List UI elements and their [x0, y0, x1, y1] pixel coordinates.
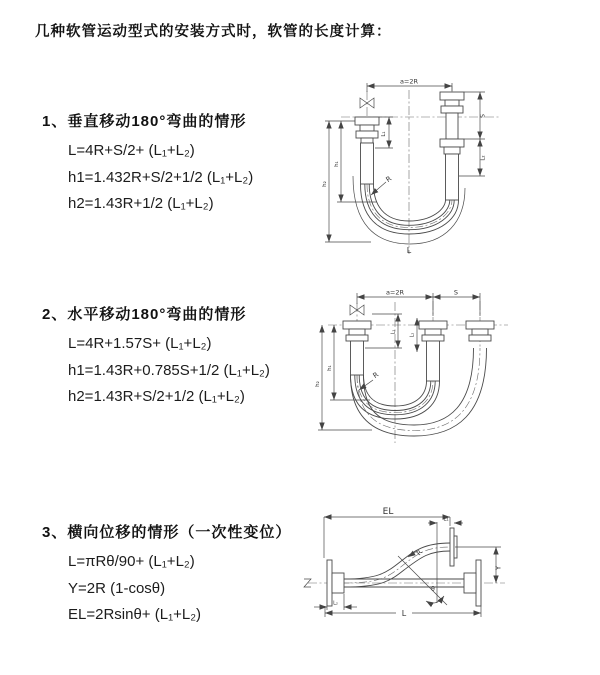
formula-list: [68, 549, 291, 629]
dim-label-a2r: a=2R: [385, 288, 405, 297]
section-vertical-move: [42, 110, 253, 218]
diagram-horizontal-move-180-bend: [310, 288, 562, 448]
formula-line: h1=1.432R+S/2+1/2 (L₁+L₂): [68, 168, 254, 186]
pipes-and-flanges: [304, 528, 481, 606]
formula-list: [68, 331, 270, 411]
dim-label-y: Y: [494, 565, 503, 571]
section-heading: 2、水平移动180°弯曲的情形: [42, 306, 247, 323]
braided-hose-section: [351, 341, 364, 375]
section-horizontal-move: [42, 303, 270, 411]
dim-label-theta: θ: [431, 586, 435, 593]
formula-line: L=4R+S/2+ (L₁+L₂): [68, 142, 195, 159]
dim-label-s: S: [479, 114, 487, 118]
dim-label-r: R: [414, 548, 424, 558]
dim-label-s: S: [453, 288, 459, 297]
section-heading: 1、垂直移动180°弯曲的情形: [42, 113, 247, 130]
dim-label-l1: L₁: [381, 131, 387, 137]
dim-label-l: L: [401, 609, 407, 618]
formula-list: [68, 138, 253, 218]
dim-label-l2: L₂: [409, 332, 416, 338]
braided-hose-section: [361, 143, 374, 184]
diagram-lateral-displacement: [300, 500, 598, 648]
dim-label-l: L: [406, 246, 412, 255]
dimensions: [322, 78, 487, 256]
dim-label-el: EL: [382, 507, 394, 517]
formula-line: h2=1.43R+S/2+1/2 (L₁+L₂): [68, 388, 245, 405]
page-title: 几种软管运动型式的安装方式时，软管的长度计算：: [35, 24, 392, 40]
dimensions: [314, 507, 503, 618]
braided-hose-section: [446, 154, 459, 200]
formula-line: EL=2Rsinθ+ (L₁+L₂): [68, 606, 202, 623]
formula-line: h1=1.43R+0.785S+1/2 (L₁+L₂): [68, 361, 270, 379]
section-lateral-displacement: [42, 521, 291, 629]
pipe-fittings: [343, 305, 494, 381]
diagram-vertical-move-180-bend: [313, 76, 547, 258]
dim-label-l2: L₂: [333, 600, 338, 607]
dimensions: [315, 289, 480, 431]
dim-label-h2: h₂: [322, 181, 328, 187]
dim-label-h2: h₂: [315, 381, 321, 387]
dim-label-h1: h₁: [327, 365, 333, 371]
braided-hose-section: [427, 341, 440, 381]
formula-line: L=4R+1.57S+ (L₁+L₂): [68, 335, 212, 352]
dim-label-r: R: [371, 370, 381, 381]
formula-line: h2=1.43R+1/2 (L₁+L₂): [68, 195, 214, 212]
dim-label-l2: L₂: [480, 155, 487, 161]
dim-label-l1: L₁: [443, 516, 449, 523]
dim-label-r: R: [384, 174, 394, 185]
dim-label-a2r: a=2R: [399, 77, 419, 86]
formula-line: L=πRθ/90+ (L₁+L₂): [68, 553, 195, 570]
dim-label-l1: L₁: [390, 329, 397, 335]
hose-curves-displaced: [351, 348, 487, 436]
pipe-fittings: [355, 92, 464, 200]
formula-line: Y=2R (1-cosθ): [68, 579, 166, 597]
section-heading: 3、横向位移的情形（一次性变位）: [42, 524, 292, 541]
dim-label-h1: h₁: [334, 161, 340, 167]
